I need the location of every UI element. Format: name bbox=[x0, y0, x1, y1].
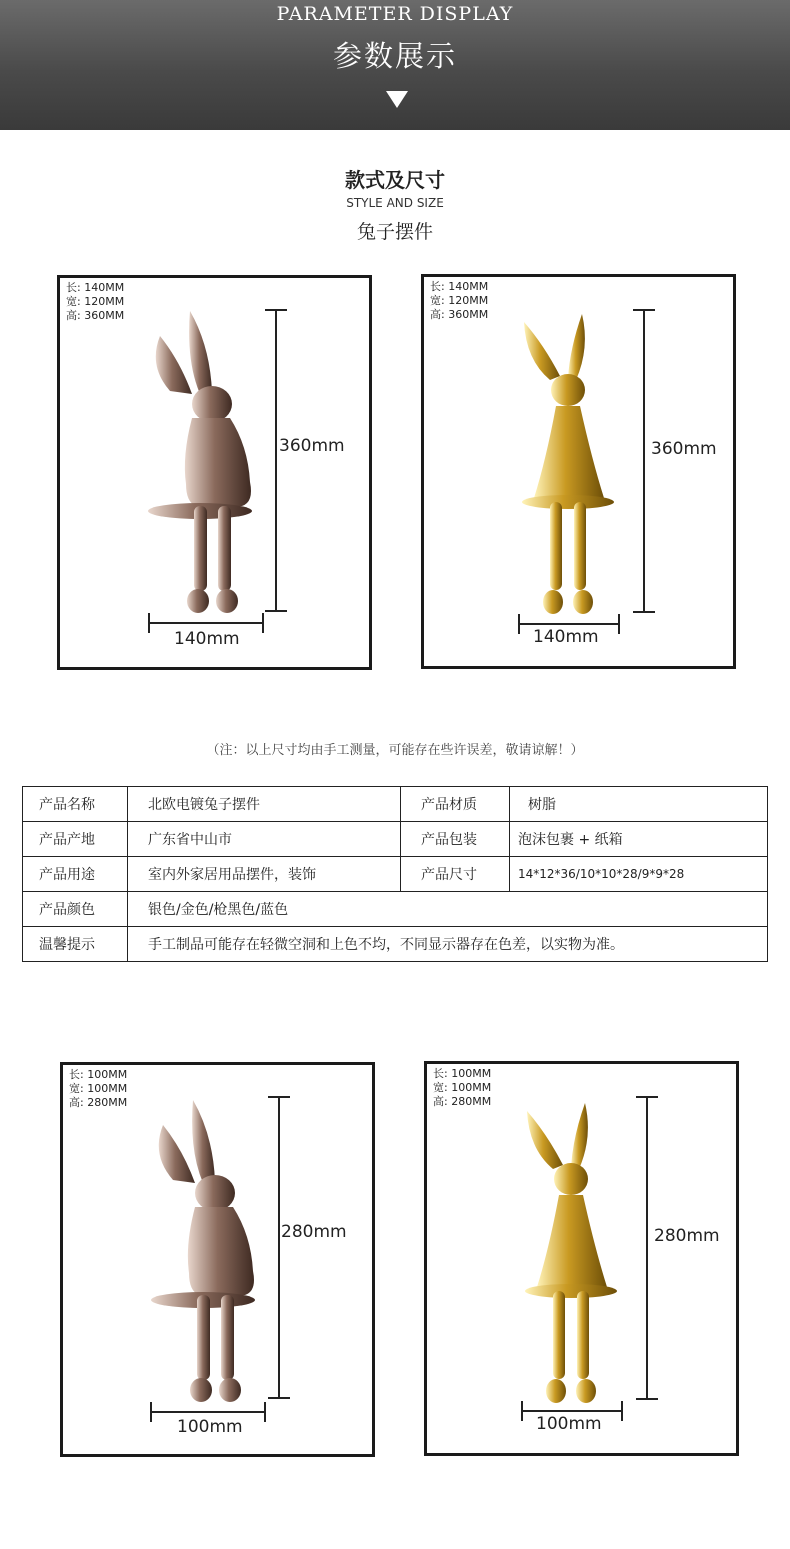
width-dimension-label: 140mm bbox=[174, 629, 240, 649]
param-key: 产品尺寸 bbox=[401, 857, 510, 892]
spec-height: 高: 280MM bbox=[69, 1096, 128, 1109]
param-value: 室内外家居用品摆件，装饰 bbox=[128, 857, 401, 892]
banner-title-cn: 参数展示 bbox=[332, 39, 457, 73]
param-key: 产品颜色 bbox=[23, 892, 128, 927]
product-card bbox=[424, 1061, 739, 1456]
height-dimension-label: 360mm bbox=[651, 439, 717, 459]
spec-height: 高: 280MM bbox=[433, 1095, 492, 1108]
table-row bbox=[23, 927, 768, 962]
width-dimension-label: 140mm bbox=[533, 627, 599, 647]
param-value: 手工制品可能存在轻微空洞和上色不均，不同显示器存在色差，以实物为准。 bbox=[128, 927, 768, 962]
param-key: 产品产地 bbox=[23, 822, 128, 857]
product-card bbox=[57, 275, 372, 670]
parameter-table bbox=[22, 786, 768, 962]
spec-width: 宽: 120MM bbox=[66, 295, 125, 308]
param-key: 温馨提示 bbox=[23, 927, 128, 962]
spec-height: 高: 360MM bbox=[66, 309, 125, 322]
table-row bbox=[23, 857, 768, 892]
height-dimension-label: 280mm bbox=[281, 1222, 347, 1242]
bunny-figurine-image bbox=[130, 306, 270, 616]
width-dimension-label: 100mm bbox=[177, 1417, 243, 1437]
bunny-figurine-image bbox=[133, 1095, 273, 1405]
height-dimension-label: 360mm bbox=[279, 436, 345, 456]
section-subtitle: 兔子摆件 bbox=[356, 221, 433, 243]
spec-width: 宽: 120MM bbox=[430, 294, 489, 307]
bunny-figurine-image bbox=[515, 1099, 625, 1409]
param-key: 产品用途 bbox=[23, 857, 128, 892]
banner-title-en: PARAMETER DISPLAY bbox=[276, 3, 514, 25]
spec-width: 宽: 100MM bbox=[433, 1081, 492, 1094]
section-title-cn: 款式及尺寸 bbox=[345, 168, 445, 192]
measurement-note: （注：以上尺寸均由手工测量，可能存在些许误差，敬请谅解！） bbox=[206, 743, 584, 758]
product-card bbox=[60, 1062, 375, 1457]
param-key: 产品材质 bbox=[401, 787, 510, 822]
param-value: 树脂 bbox=[510, 787, 768, 822]
header-banner bbox=[0, 0, 790, 130]
width-dimension-label: 100mm bbox=[536, 1414, 602, 1434]
table-row bbox=[23, 822, 768, 857]
param-key: 产品包装 bbox=[401, 822, 510, 857]
param-value: 银色/金色/枪黑色/蓝色 bbox=[128, 892, 768, 927]
spec-length: 长: 140MM bbox=[430, 280, 489, 293]
param-value: 泡沫包裹 + 纸箱 bbox=[510, 822, 768, 857]
spec-length: 长: 100MM bbox=[433, 1067, 492, 1080]
spec-width: 宽: 100MM bbox=[69, 1082, 128, 1095]
param-value: 14*12*36/10*10*28/9*9*28 bbox=[510, 857, 768, 892]
spec-height: 高: 360MM bbox=[430, 308, 489, 321]
bunny-figurine-image bbox=[512, 310, 622, 620]
param-value: 广东省中山市 bbox=[128, 822, 401, 857]
table-row bbox=[23, 892, 768, 927]
product-card bbox=[421, 274, 736, 669]
section-title-en: STYLE AND SIZE bbox=[346, 196, 444, 210]
height-dimension-label: 280mm bbox=[654, 1226, 720, 1246]
spec-length: 长: 100MM bbox=[69, 1068, 128, 1081]
down-triangle-icon bbox=[386, 91, 408, 108]
spec-length: 长: 140MM bbox=[66, 281, 125, 294]
table-row bbox=[23, 787, 768, 822]
param-key: 产品名称 bbox=[23, 787, 128, 822]
param-value: 北欧电镀兔子摆件 bbox=[128, 787, 401, 822]
